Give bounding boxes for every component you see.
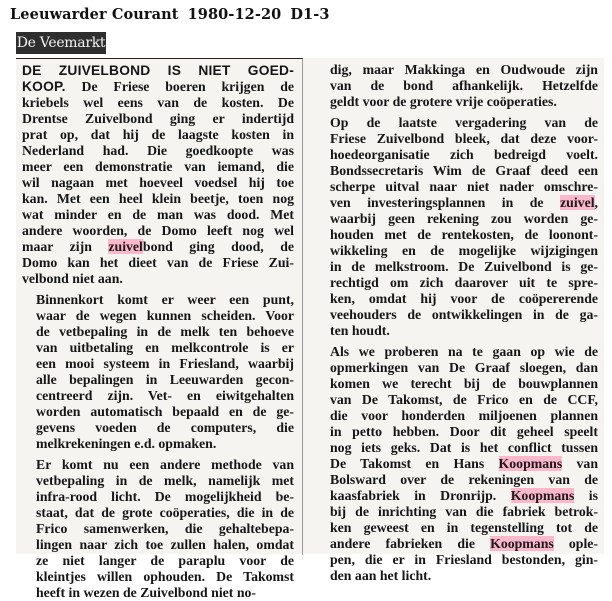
text-line: andere fabrieken die Koopmans ople- — [330, 536, 599, 551]
text-line: veehouders de ontwikkelingen in de ga- — [330, 307, 598, 322]
article-heading: KOOP. — [22, 79, 66, 94]
article-paragraph — [316, 344, 598, 584]
text-line: wil nagaan met hoeveel voedsel hij toe — [22, 175, 294, 190]
text-line: Binnenkort komt er weer een punt, — [36, 292, 294, 307]
section-label: De Veemarkt — [16, 32, 106, 54]
text-line: in de melkstroom. De Zuivelbond is ge- — [330, 259, 598, 274]
text-line: Frico samenwerken, die gehaltebepa- — [36, 521, 294, 536]
text-line: Drentse Zuivelbond ging er indertijd — [22, 111, 294, 126]
text-line — [22, 63, 294, 79]
highlighted-term: zuivel — [560, 195, 595, 210]
text-line: andere woorden, de Domo leeft nog wel — [22, 223, 294, 238]
text-line: maar zijn zuivelbond ging dood, de — [22, 239, 294, 254]
text-line: de vetbepaling in de melk ten behoeve — [36, 324, 294, 339]
text-line: Als we proberen na te gaan op wie de — [330, 344, 598, 359]
text-line: waarbij geen rekening zou worden ge- — [330, 211, 598, 226]
text-line: ven investeringsplannen in de zuivel, — [330, 195, 598, 210]
text-line: opmerkingen van De Graaf sloegen, dan — [330, 360, 598, 375]
right-column — [316, 58, 602, 583]
text-line: van De Takomst, de Frico en de CCF, — [330, 392, 598, 407]
text-line: prat op, dat hij de laagste kosten in — [22, 127, 294, 142]
text-line: kaasfabriek in Dronrijp. Koopmans is — [330, 488, 598, 503]
text-line: kriebels wel eens van de kosten. De — [22, 95, 294, 110]
article-heading: DE ZUIVELBOND IS NIET GOED- — [22, 63, 294, 78]
text-line: een mooi systeem in Friesland, waarbij — [36, 356, 294, 371]
text-line: waar de wegen kunnen scheiden. Voor — [36, 308, 294, 323]
text-line: ten houdt. — [330, 323, 390, 338]
text-line: Friese Zuivelbond bleek, dat deze voor- — [330, 131, 598, 146]
text-line: alle bepalingen in Leeuwarden gecon- — [36, 372, 294, 387]
highlighted-term: Koopmans — [490, 536, 554, 551]
text-line: den aan het licht. — [330, 568, 432, 583]
article-paragraph — [316, 115, 598, 339]
text-line: Bolsward over de rekeningen van de — [330, 472, 598, 487]
text-line: scherpe uitval naar niet nader omschre- — [330, 179, 598, 194]
text-line: lingen naar zich toe zullen halen, omdat — [36, 537, 294, 552]
text-line: geldt voor de grotere vrije coöperaties. — [330, 94, 557, 109]
text-line: ken, omdat hij voor de coöpererende — [330, 291, 598, 306]
text-line: melkrekeningen e.d. opmaken. — [36, 436, 217, 451]
text-line: staat, dat de grote coöperaties, die in de — [36, 505, 294, 520]
text-line: infra-rood licht. De mogelijkheid be- — [36, 489, 294, 504]
text-line: Op de laatste vergadering van de — [330, 115, 598, 130]
text-line: vetbepaling in de melk, namelijk met — [36, 473, 294, 488]
text-line: hoedeorganisatie zich bedreigd voelt. — [330, 147, 598, 162]
newspaper-clipping — [16, 58, 604, 600]
newspaper-name: Leeuwarder Courant — [10, 6, 179, 23]
text-line: wat minder en de man was dood. Met — [22, 207, 294, 222]
text-line: kleintjes willen ophouden. De Takomst — [36, 569, 294, 584]
text-line: Bondssecretaris Wim de Graaf deed een — [330, 163, 598, 178]
text-line: pen, die er in Friesland bestonden, gin- — [330, 552, 598, 567]
text-line: Domo kan het dieet van de Friese Zui- — [22, 255, 294, 270]
text-line: velbond niet aan. — [22, 271, 123, 286]
page-header — [10, 6, 330, 23]
text-line: ken geweest en in tegenstelling tot de — [330, 520, 598, 535]
article-paragraph — [22, 63, 294, 287]
highlighted-term: zuivel — [108, 239, 143, 254]
text-line: die voor honderden miljoenen plannen — [330, 408, 598, 423]
text-line: heeft in wezen de Zuivelbond niet no- — [36, 585, 256, 600]
text-line: houden met de rentekosten, de loonont- — [330, 227, 598, 242]
text-line: bij de inrichting van die fabriek betrok- — [330, 504, 598, 519]
text-line: kan. Met een heel klein beetje, toen nog — [22, 191, 294, 206]
text-line: De Takomst en Hans Koopmans van — [330, 456, 599, 471]
highlighted-term: Koopmans — [510, 488, 575, 503]
text-line: ze niet langer de paraplu voor de — [36, 553, 294, 568]
text-line: KOOP. De Friese boeren krijgen de — [22, 79, 294, 94]
highlighted-term: Koopmans — [498, 456, 563, 471]
text-line: nog iets geks. Dat is het conflict tussen — [330, 440, 598, 455]
text-line: Er komt nu een andere methode van — [36, 457, 294, 472]
text-line: worden automatisch bepaald en de ge- — [36, 404, 294, 419]
article-paragraph — [316, 62, 598, 110]
publication-date: 1980-12-20 — [187, 6, 282, 23]
text-line: van uitbetaling en melkcontrole is er — [36, 340, 294, 355]
text-line: van de bond afhankelijk. Hetzelfde — [330, 78, 598, 93]
text-line: wikkeling en de mogelijke wijzigingen — [330, 243, 598, 258]
text-line: dig, maar Makkinga en Oudwoude zijn — [330, 62, 598, 77]
page-reference: D1-3 — [290, 6, 330, 23]
text-line: komen we terecht bij de bouwplannen — [330, 376, 598, 391]
text-line: gevens voeden de computers, die — [36, 420, 294, 435]
text-line: Nederland had. Die goedkoopte was — [22, 143, 294, 158]
text-line: meer een demonstratie van iemand, die — [22, 159, 294, 174]
article-paragraph — [22, 292, 294, 452]
article-paragraph — [22, 457, 294, 601]
left-column — [16, 58, 303, 600]
text-line: centreerd zijn. Vet- en eiwitgehalten — [36, 388, 294, 403]
text-line: in petto hebben. Door dit geheel speelt — [330, 424, 598, 439]
text-line: rechtigd om zich daarover uit te spre- — [330, 275, 598, 290]
